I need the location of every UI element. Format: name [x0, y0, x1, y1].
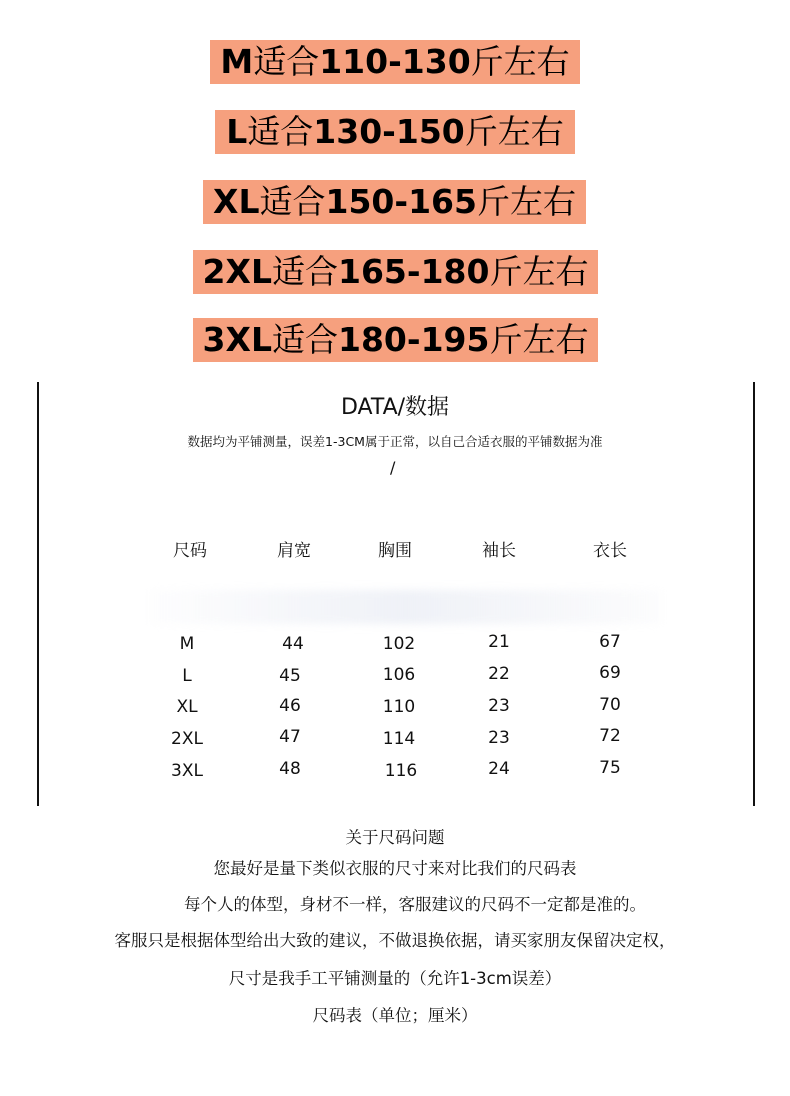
band-text: 适合 — [247, 112, 314, 151]
table-cell: 47 — [279, 727, 301, 747]
band-text: 斤左右 — [464, 112, 564, 151]
notes-line-2: 每个人的体型，身材不一样，客服建议的尺码不一定都是准的。 — [184, 895, 646, 914]
size-band-2xl — [193, 250, 598, 294]
band-size: 2XL — [202, 252, 272, 291]
band-text: 适合 — [271, 320, 338, 359]
table-cell: L — [182, 666, 192, 686]
table-cell: 46 — [279, 696, 301, 716]
notes-line-1: 您最好是量下类似衣服的尺寸来对比我们的尺码表 — [213, 859, 577, 878]
band-range: 165-180 — [337, 252, 490, 291]
notes-line-4: 尺寸是我手工平铺测量的（允许1-3cm误差） — [228, 969, 562, 988]
table-cell: 114 — [382, 729, 416, 749]
band-size: L — [226, 112, 248, 151]
faded-row-smudge — [150, 590, 660, 624]
table-cell: 69 — [599, 663, 621, 683]
table-cell: 23 — [488, 696, 510, 716]
band-text: 适合 — [259, 182, 326, 221]
table-cell: 3XL — [171, 761, 203, 781]
table-cell: 2XL — [171, 729, 203, 749]
band-text: 斤左右 — [470, 42, 570, 81]
table-cell: 24 — [488, 759, 510, 779]
size-band-l — [215, 110, 575, 154]
band-text: 斤左右 — [476, 182, 576, 221]
header-shoulder: 肩宽 — [277, 541, 311, 561]
data-subtitle: 数据均为平铺测量，误差1-3CM属于正常，以自己合适衣服的平铺数据为准 — [187, 434, 603, 449]
table-cell: 102 — [382, 634, 416, 654]
header-sleeve: 袖长 — [482, 541, 516, 561]
band-text: 斤左右 — [489, 320, 589, 359]
band-text: 斤左右 — [489, 252, 589, 291]
band-size: XL — [213, 182, 260, 221]
table-cell: 70 — [599, 695, 621, 715]
header-chest: 胸围 — [378, 541, 412, 561]
data-title: DATA/数据 — [340, 395, 450, 420]
band-text: 适合 — [271, 252, 338, 291]
table-cell: 48 — [279, 759, 301, 779]
band-range: 110-130 — [319, 42, 471, 81]
notes-line-5: 尺码表（单位；厘米） — [312, 1006, 478, 1025]
header-size: 尺码 — [173, 541, 207, 561]
table-cell: 21 — [488, 632, 510, 652]
band-range: 130-150 — [313, 112, 465, 151]
slash-mark: / — [390, 458, 396, 477]
table-cell: 72 — [599, 726, 621, 746]
band-size: M — [220, 42, 254, 81]
table-cell: 75 — [599, 758, 621, 778]
size-band-xl — [203, 180, 586, 224]
table-cell: 44 — [282, 634, 304, 654]
header-length: 衣长 — [593, 541, 627, 561]
table-cell: M — [179, 634, 195, 654]
notes-heading: 关于尺码问题 — [345, 828, 445, 847]
table-cell: 23 — [488, 728, 510, 748]
band-range: 180-195 — [337, 320, 490, 359]
table-cell: 106 — [382, 665, 416, 685]
table-cell: XL — [176, 697, 198, 717]
table-cell: 22 — [488, 664, 510, 684]
size-band-m — [210, 40, 580, 84]
band-range: 150-165 — [325, 182, 477, 221]
size-band-3xl — [193, 318, 598, 362]
band-size: 3XL — [202, 320, 272, 359]
notes-line-3: 客服只是根据体型给出大致的建议，不做退换依据，请买家朋友保留决定权， — [114, 931, 676, 950]
table-cell: 67 — [599, 632, 621, 652]
table-cell: 45 — [279, 666, 301, 686]
band-text: 适合 — [253, 42, 320, 81]
table-cell: 110 — [382, 697, 416, 717]
table-cell: 116 — [384, 761, 418, 781]
